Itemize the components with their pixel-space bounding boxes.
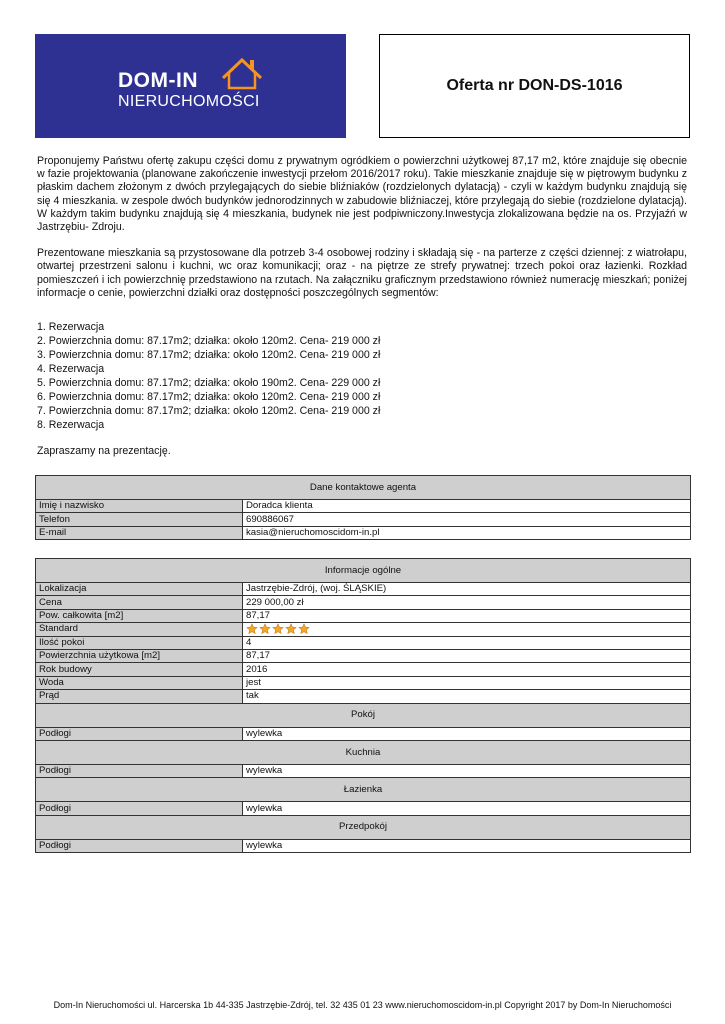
table-row: Powierzchnia użytkowa [m2] 87,17 [36,650,691,663]
list-item: 4. Rezerwacja [37,363,105,376]
table-row: Cena 229 000,00 zł [36,596,691,609]
table-row: Woda jest [36,676,691,689]
table-row: E-mail kasia@nieruchomoscidom-in.pl [36,526,691,539]
list-item: 8. Rezerwacja [37,419,105,432]
list-item: 7. Powierzchnia domu: 87.17m2; działka: około 120m2. Cena- 219 000 zł [37,405,381,418]
star-icon [298,623,310,635]
star-icon [272,623,284,635]
agent-name: Doradca klienta [243,500,691,513]
star-icon [285,623,297,635]
star-icon [259,623,271,635]
agent-email: kasia@nieruchomoscidom-in.pl [243,526,691,539]
description-paragraph: Prezentowane mieszkania są przystosowane dla potrzeb 3-4 osobowej rodziny i składają się - na parterze z części dziennej: z wiatrołapu, otwartej przestrzeni salonu i kuchni, wc oraz komunikacji; oraz - na piętrze ze strefy prywatnej: trzech pokoi oraz łazienki. Rozkład pomieszczeń i ich powierzchnię przedstawiono na rzutach. Na załączniku graficznym przedstawiono również numerację mieszkań; poniżej informacje o cenie, powierzchni działki oraz dostępności poszczególnych segmentów: [37,247,687,299]
section-heading-hallway: Przedpokój [36,815,691,839]
description-paragraph: Proponujemy Państwu ofertę zakupu części domu z prywatnym ogródkiem o powierzchni użytkowej 87,17 m2, które znajduje się obecnie w fazie projektowania (planowane zakończenie inwestycji przełom 2016/2017 roku). Takie mieszkanie znajduje się w piętrowym budynku z płaskim dachem złożonym z dwóch przylegających do siebie bliźniaków (rozdzielonych dylatacją) - czyli w każdym budynku znajdują się się 4 mieszkania. w zespole dwóch budynków jednorodzinnych w zabudowie bliźniaczej, które przylegają do siebie (rozdzielone dylatacją). W każdym takim budynku znajdują się 4 mieszkania, budynek nie jest podpiwniczony.Inwestycja zlokalizowana będzie na os. Przyjaźń w Jastrzębiu- Zdroju. [37,155,687,234]
section-heading-room: Pokój [36,703,691,727]
agent-phone: 690886067 [243,513,691,526]
invitation-text: Zapraszamy na prezentację. [37,445,171,458]
page-footer: Dom-In Nieruchomości ul. Harcerska 1b 44-335 Jastrzębie-Zdrój, tel. 32 435 01 23 www.nieruchomoscidom-in.pl Copyright 2017 by Dom-In Nieruchomości [53,1000,672,1010]
contact-heading: Dane kontaktowe agenta [36,476,691,500]
company-logo [35,34,346,138]
table-row: Rok budowy 2016 [36,663,691,676]
general-heading: Informacje ogólne [36,559,691,583]
list-item: 2. Powierzchnia domu: 87.17m2; działka: około 120m2. Cena- 219 000 zł [37,335,381,348]
table-row: Podłogi wylewka [36,727,691,740]
table-row: Telefon 690886067 [36,513,691,526]
segments-list [37,320,687,432]
house-roof-icon [221,56,263,94]
logo-sub-text: NIERUCHOMOŚCI [118,93,260,110]
table-row: Imię i nazwisko Doradca klienta [36,500,691,513]
table-row: Ilość pokoi 4 [36,636,691,649]
list-item: 1. Rezerwacja [37,321,105,334]
offer-title: Oferta nr DON-DS-1016 [446,77,623,94]
table-row: Standard [36,623,691,637]
table-row: Podłogi wylewka [36,802,691,815]
table-row: Prąd tak [36,690,691,703]
contact-table [35,475,691,540]
table-row: Pow. całkowita [m2] 87,17 [36,609,691,622]
table-row: Podłogi wylewka [36,839,691,852]
star-icon [246,623,258,635]
standard-rating [246,623,310,635]
offer-title-box [379,34,690,138]
section-heading-bathroom: Łazienka [36,778,691,802]
list-item: 3. Powierzchnia domu: 87.17m2; działka: około 120m2. Cena- 219 000 zł [37,349,381,362]
offer-description [37,155,687,458]
list-item: 6. Powierzchnia domu: 87.17m2; działka: około 120m2. Cena- 219 000 zł [37,391,381,404]
general-info-table [35,558,691,853]
table-row: Podłogi wylewka [36,765,691,778]
list-item: 5. Powierzchnia domu: 87.17m2; działka: około 190m2. Cena- 229 000 zł [37,377,381,390]
logo-main-text: DOM-IN [118,69,198,92]
table-row: Lokalizacja Jastrzębie-Zdrój, (woj. ŚLĄSKIE) [36,583,691,596]
section-heading-kitchen: Kuchnia [36,741,691,765]
